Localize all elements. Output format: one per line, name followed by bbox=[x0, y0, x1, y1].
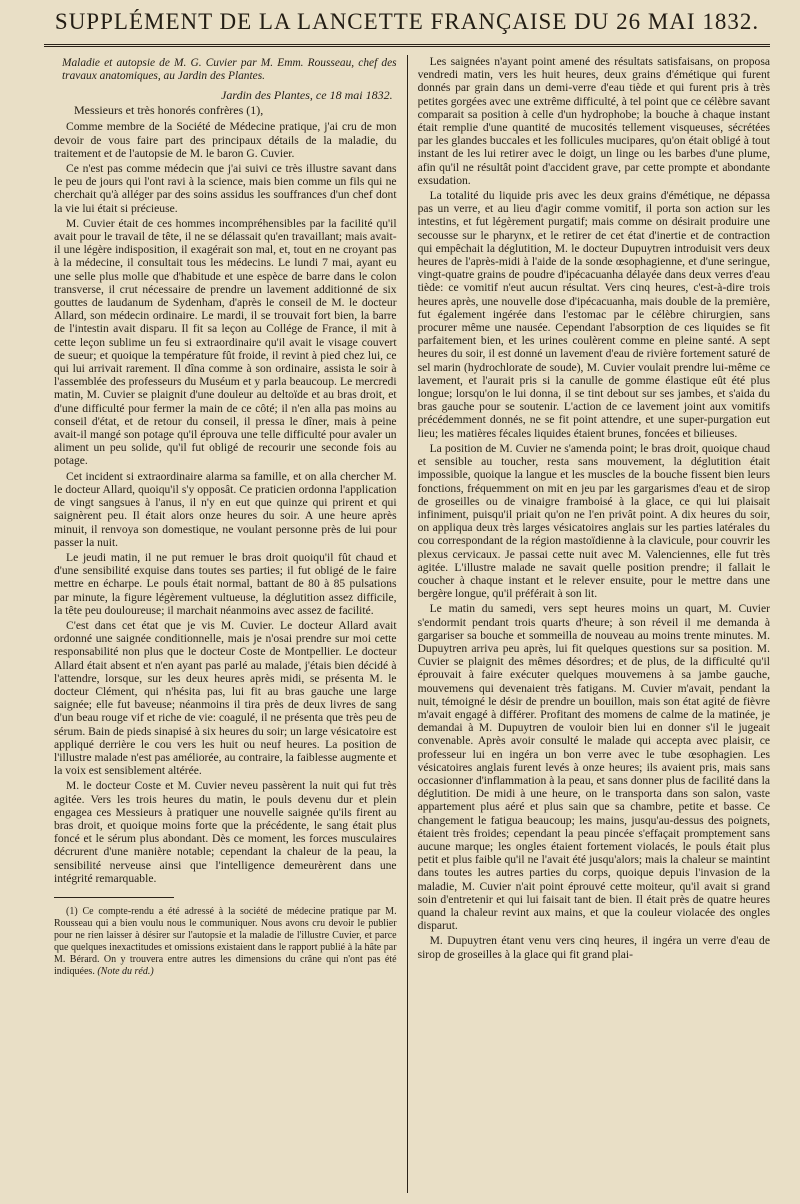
article-title: Maladie et autopsie de M. G. Cuvier par M. Emm. Rousseau, chef des travaux anatomiques, au Jardin des Plantes. bbox=[62, 57, 397, 82]
paragraph: Les saignées n'ayant point amené des résultats satisfaisans, on proposa vendredi matin, vers les huit heures, deux grains d'émétique qui furent donnés par grain dans un demi-verre d'eau tiède et qui furent pris à très petites gorgées avec une extrême difficulté, à tel point que ce célèbre savant comparait sa position à celle d'un hydrophobe; la bouche à chaque instant était remplie d'une quantité de mucosités tellement visqueuses, sécrétées par les glandes buccales et les follicules mucipares, qu'on était obligé à tout instant de les lui retirer avec le doigt, un linge ou les barbes d'une plume, afin qu'il ne résultât point d'accident grave, par cette prompte et abondante exsudation. bbox=[417, 55, 770, 187]
footnote-rule bbox=[54, 897, 174, 898]
paragraph: M. Cuvier était de ces hommes incompréhensibles par la facilité qu'il avait pour le travail de tête, il ne se délassait qu'en travaillant; mais avait-il une légère indisposition, il exagérait son mal, et, tout en ne croyant pas à la médecine, il consultait tous les médecins. Le lundi 7 mai, ayant eu une selle plus molle que d'habitude et une espèce de barre dans le colon transverse, il crut nécessaire de prendre un lavement additionné de six gouttes de laudanum de Sydenham, d'après le conseil de M. le docteur Allard, son médecin ordinaire. Le mardi, il se trouvait fort bien, la barre de l'intestin avait disparu. Il fit sa leçon au Collége de France, il mit à cette leçon sublime un feu si extraordinaire qu'il avait le visage couvert de sueur; et quoique la température fût froide, il revint à pied chez lui, ce qui lui arrivait rarement. Il dîna comme à son ordinaire, assista le soir à l'assemblée des professeurs du Muséum et y parla beaucoup. Le mercredi matin, M. Cuvier se plaignit d'une douleur au deltoïde et au bras droit, et d'une difficulté pour fermer la main de ce côté; il n'en alla pas moins au conseil d'état, et de retour du conseil, il pressa le dîner, mais à peine avait-il mangé son potage qu'il éprouva une telle difficulté pour avaler un aliment un peu solide, qu'il fut obligé de recourir une seconde fois au potage. bbox=[54, 216, 397, 468]
salutation: Messieurs et très honorés confrères (1), bbox=[74, 103, 264, 118]
paragraph: Cet incident si extraordinaire alarma sa famille, et on alla chercher M. le docteur Allard, quoiqu'il s'y opposât. Ce praticien ordonna l'application de vingt sangsues à l'anus, il n'y en eut que quinze qui prirent et qui saignèrent peu. Il était alors onze heures du soir. A une heure après minuit, il renvoya son domestique, ne voulant personne près de lui pour passer la nuit. bbox=[54, 469, 397, 549]
footnote-text: (1) Ce compte-rendu a été adressé à la société de médecine pratique par M. Rousseau qui a bien voulu nous le communiquer. Nous avons cru devoir le publier pour ne rien laisser à désirer sur l'autopsie et la maladie de l'illustre Cuvier, et parce que quelques inexactitudes et omissions existaient dans le rapport publié à la hâte par M. Bérard. On y trouvera entre autres les dimensions du crâne qui n'ont pas été indiquées. bbox=[54, 905, 397, 977]
article-columns bbox=[44, 55, 770, 1193]
left-column bbox=[44, 55, 397, 1193]
paragraph: La position de M. Cuvier ne s'amenda point; le bras droit, quoique chaud et sensible au toucher, resta sans mouvement, la déglutition était impossible, quoique la langue et les muscles de la bouche fissent bien leurs fonctions, fréquemment on mit en jeu par les gargarismes d'eau et de sirop de groseilles ou de vinaigre framboisé à la glace, ce qui lui plaisait infiniment, puisqu'il priait qu'on ne l'en privât point. A dix heures du soir, on appliqua deux très larges vésicatoires anglais sur les parties latérales du cou correspondant de la région mastoïdienne à la clavicule, pour couvrir les plexus cervicaux. Je passai cette nuit avec M. Valenciennes, elle fut très agitée. L'illustre malade ne savait quelle position prendre; il fallait le coucher à chaque instant et le relever ensuite, pour le mettre dans une bergère longue, qu'il préférait à son lit. bbox=[417, 441, 770, 601]
paragraph: M. le docteur Coste et M. Cuvier neveu passèrent la nuit qui fut très agitée. Vers les trois heures du matin, le pouls devenu dur et plein engagea ces Messieurs à pratiquer une nouvelle saignée qu'ils firent au bras droit, et quoique moins forte que la précédente, le sang était plus foncé et le sérum plus abondant. Dès ce moment, les forces musculaires décrurent d'une manière notable; cependant la chaleur de la peau, la sensibilité nerveuse ainsi que l'intelligence demeurèrent dans une intégrité remarquable. bbox=[54, 779, 397, 885]
paragraph: La totalité du liquide pris avec les deux grains d'émétique, ne dépassa pas un verre, et au lieu d'agir comme vomitif, il porta son action sur les intestins, et fut légèrement purgatif; mais comme on désirait produire une secousse sur le pharynx, et le retirer de cet état d'inertie et de contraction qui empêchait la déglutition, M. le docteur Dupuytren introduisit vers deux heures de l'après-midi à l'aide de la sonde œsophagienne, et d'une seringue, vingt-quatre grains de poudre d'ipécacuanha délayée dans deux verres d'eau tiède: ce vomitif n'eut aucun résultat. Vers cinq heures, c'est-à-dire trois heures après, une nouvelle dose d'ipécacuanha, mais double de la première, fut également ingérée dans l'estomac par le célèbre chirurgien, sans procurer même une nausée. Cependant l'absorption de ces liquides se fit parfaitement bien, et les urines coulèrent comme en pleine santé. A sept heures du soir, il est donné un lavement d'eau de rivière fortement saturé de sel marin (hydrochlorate de soude), M. Cuvier voulait prendre lui-même ce lavement, et l'aurait pris si la canulle de gomme élastique eût été plus longue; lorsqu'on le lui donna, il se tint debout sur ses jambes, et s'aida du bras gauche pour se soutenir. L'action de ce lavement joint aux vomitifs précédemment donnés, ne se fit point attendre, et une super-purgation eut lieu; les matières fécales liquides étaient brunes, foncées et bilieuses. bbox=[417, 189, 770, 440]
column-divider bbox=[407, 55, 408, 1193]
right-column bbox=[418, 55, 770, 1193]
paragraph: Comme membre de la Société de Médecine pratique, j'ai cru de mon devoir de vous faire part des principaux détails de la maladie, du traitement et de l'autopsie de M. le baron G. Cuvier. bbox=[54, 120, 397, 160]
header-rule bbox=[44, 44, 770, 47]
paragraph: Ce n'est pas comme médecin que j'ai suivi ce très illustre savant dans le peu de jours qui l'ont ravi à la science, mais bien comme un fils qui ne cherchait qu'à alléger par des soins assidus les souffrances d'un chef dont la vie lui était si précieuse. bbox=[54, 162, 397, 215]
page-header: SUPPLÉMENT DE LA LANCETTE FRANÇAISE DU 26 MAI 1832. bbox=[54, 9, 760, 34]
paragraph: M. Dupuytren étant venu vers cinq heures, il ingéra un verre d'eau de sirop de groseilles à la glace qui fit grand plai- bbox=[417, 934, 770, 961]
article-date: Jardin des Plantes, ce 18 mai 1832. bbox=[221, 88, 393, 102]
paragraph: C'est dans cet état que je vis M. Cuvier. Le docteur Allard avait ordonné une saignée conditionnelle, mais je n'osai prendre sur moi cette responsabilité non plus que le docteur Coste de Montpellier. Le docteur Allard était absent et n'en ayant pas parlé au malade, j'étais bien décidé à l'attendre, lorsque, sur les deux heures après midi, se présenta M. le docteur Clément, qui n'hésita pas, lui fit au bras gauche une large saignée; elle fut baveuse; néanmoins il tira près de deux livres de sang d'un beau rouge vif et riche de vie: coagulé, il ne présenta que très peu de sérum. Bain de pieds sinapisé à six heures du soir; un large vésicatoire est appliqué derrière le cou vers les huit ou neuf heures. La position de l'illustre malade n'est pas améliorée, au contraire, la faiblesse augmente et la voix est sensiblement altérée. bbox=[54, 618, 397, 778]
footnote-sign: (Note du réd.) bbox=[97, 965, 154, 977]
paragraph: Le jeudi matin, il ne put remuer le bras droit quoiqu'il fût chaud et d'une sensibilité exquise dans toutes ses parties; il fut obligé de le faire mettre en écharpe. Le pouls était normal, battant de 80 à 85 pulsations par minute, la figure légèrement vultueuse, la déglutition assez difficile, la tête peu douloureuse; il marchait néanmoins avec assez de facilité. bbox=[54, 550, 397, 617]
paragraph: Le matin du samedi, vers sept heures moins un quart, M. Cuvier s'endormit pendant trois quarts d'heure; à son réveil il me demanda à gargariser sa bouche et sommeilla de nouveau au moins trente minutes. M. Dupuytren arriva peu après, lui fit quelques questions sur sa position. M. Cuvier se plaignit des mêmes désordres; et de plus, de la difficulté qu'il éprouvait à faire exécuter quelques mouvemens à sa jambe gauche, mouvemens qui devenaient très fatigans. M. Cuvier m'avait, pendant la nuit, témoigné le désir de prendre un bouillon, mais son état agité de fièvre m'avait engagé à différer. Profitant des momens de calme de la matinée, je demandai à M. Dupuytren de vouloir bien lui en donner s'il le jugeait convenable. Après avoir consulté le malade qui accepta avec plaisir, ce professeur lui en ingéra un bon verre avec le tube œsophagien. Les vésicatoires anglais furent levés à onze heures; ils avaient pris, mais sans occasionner d'inflammation à la peau, et sans donner plus de facilité dans la déglutition. De midi à une heure, on le transporta dans son salon, vaste appartement plus aéré et plus sain que sa chambre, petite et basse. Ce changement le fatigua beaucoup; les mains, jusqu'au-dessus des poignets, étaient très froides; cependant la peau pincée s'effaçait promptement sans aucune marque; les ongles étaient fortement violacés, le pouls était plus petit et plus faible qu'il ne l'avait été jusqu'alors; mais la chaleur se maintint dans toutes les autres parties du corps, quoique depuis l'invasion de la maladie, M. Cuvier n'ait point éprouvé cette moiteur, qu'il avait si grand soin d'entretenir et qui lui faisait tant de bien. Il était près de quatre heures quand la chaleur revint aux mains, et que la couleur violacée des ongles disparut. bbox=[417, 602, 770, 933]
footnote bbox=[54, 906, 397, 978]
